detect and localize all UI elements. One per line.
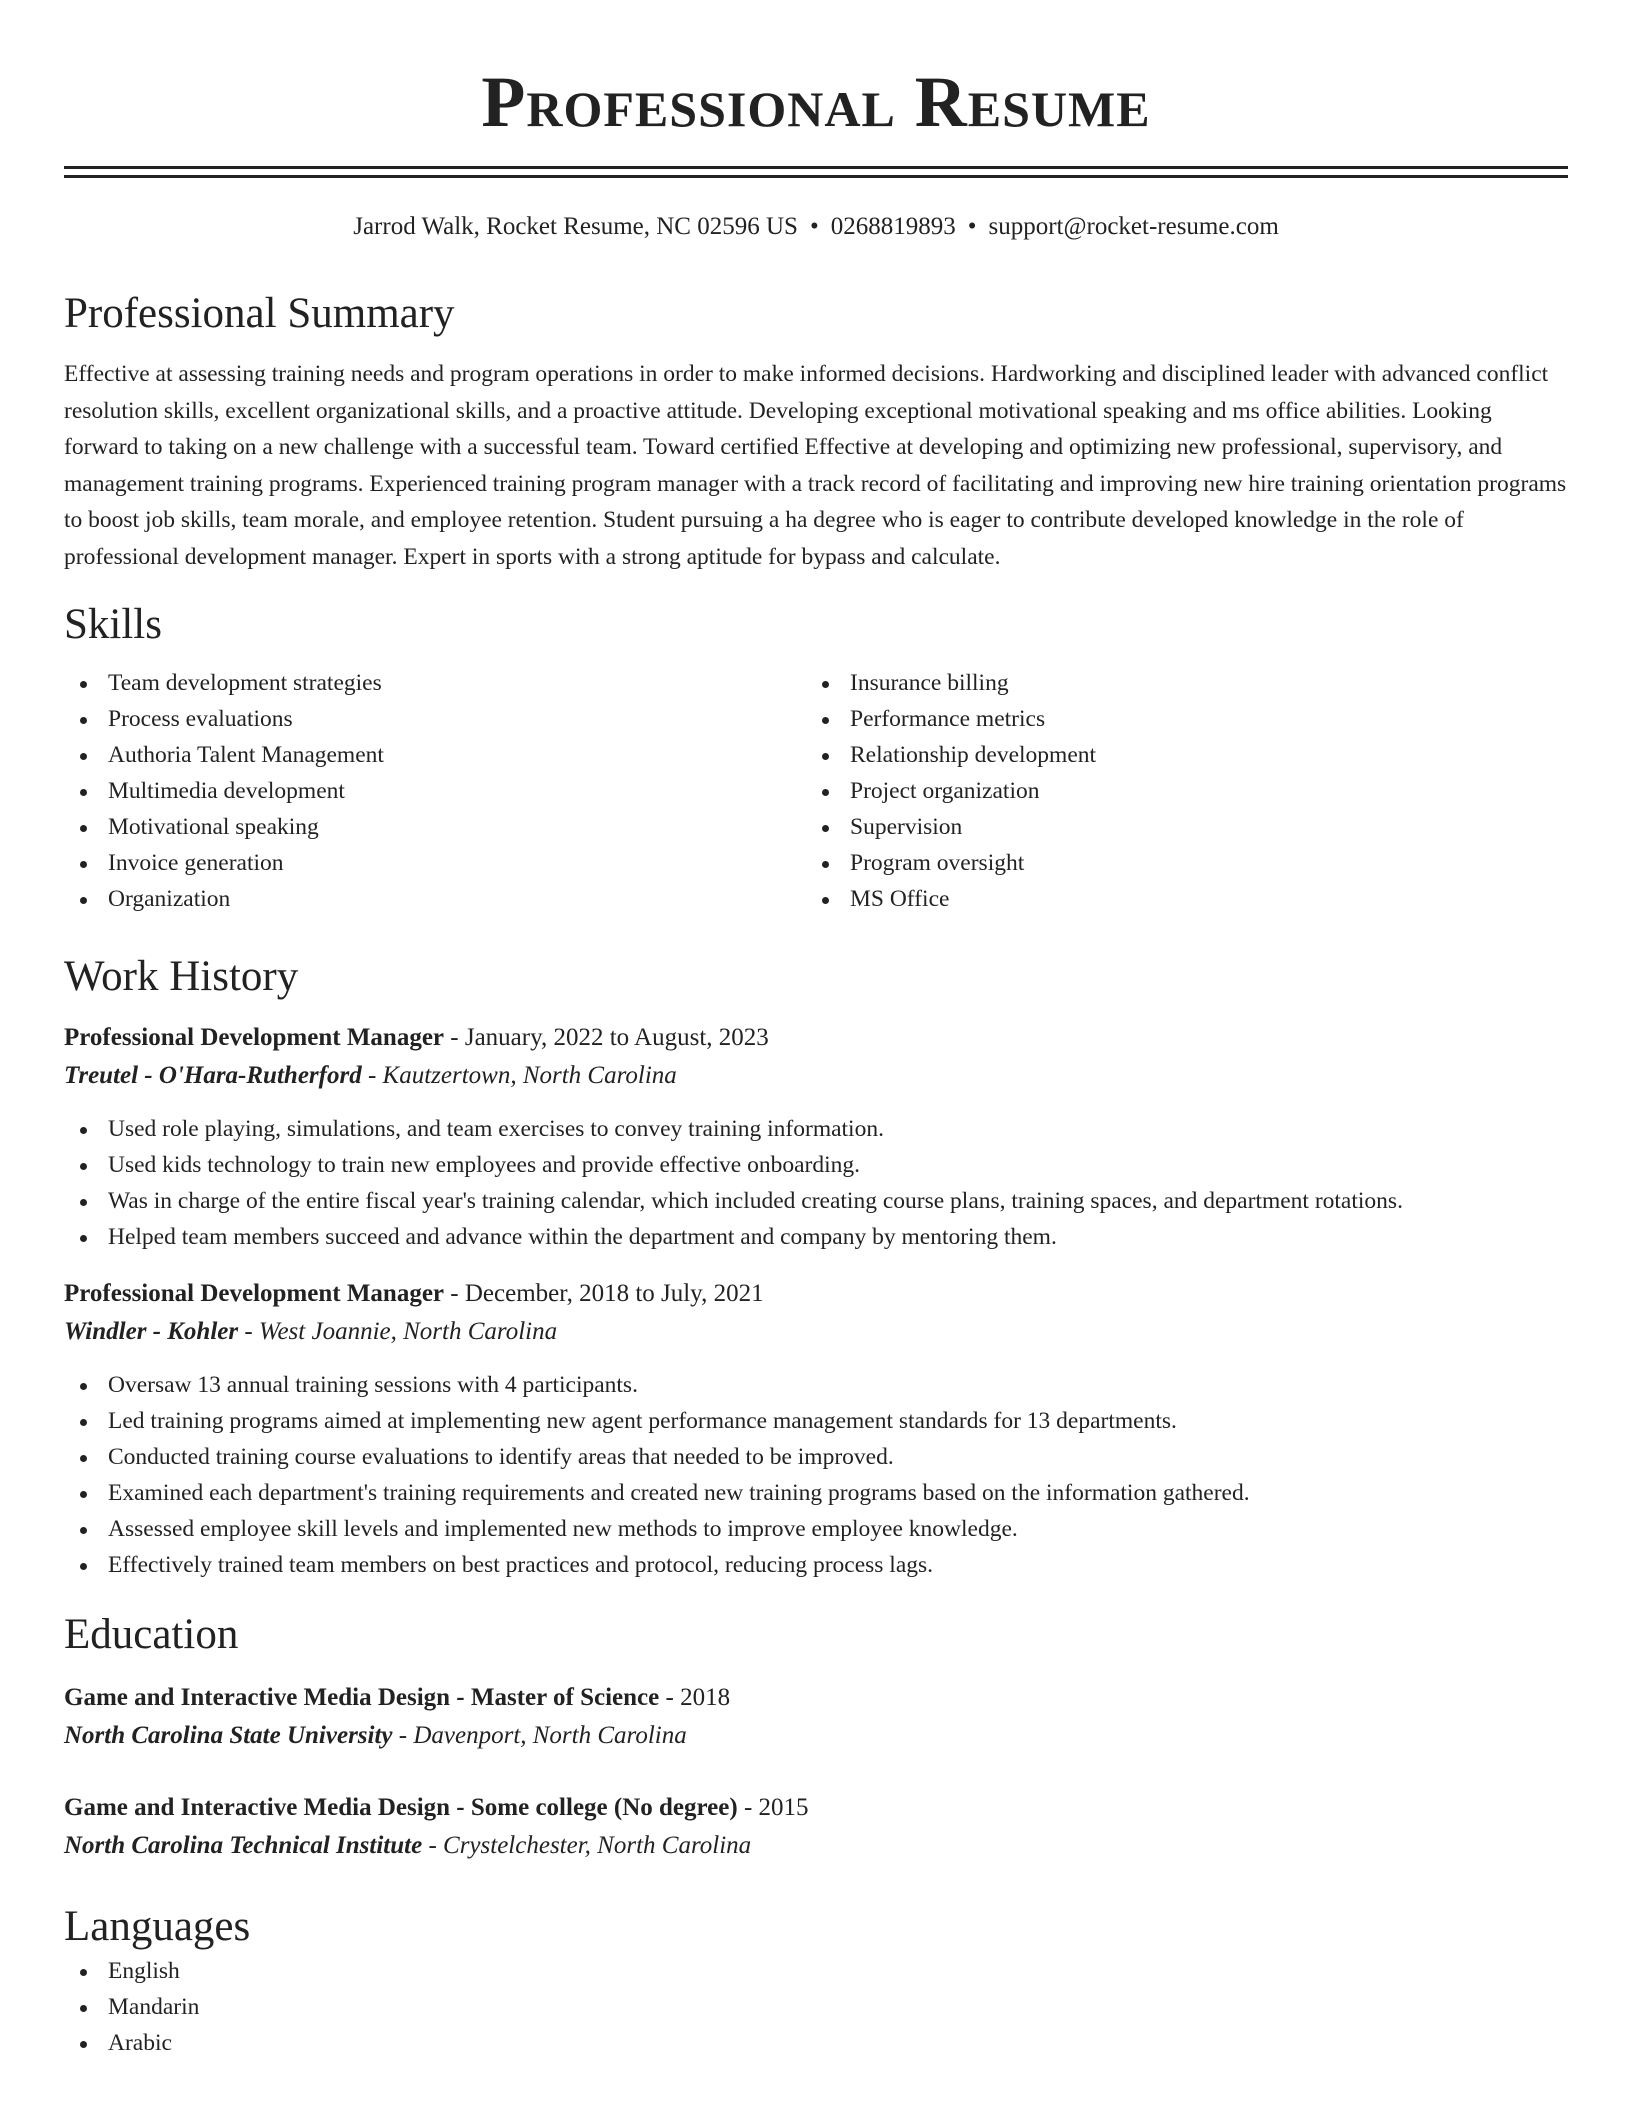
education-school: North Carolina Technical Institute bbox=[64, 1832, 423, 1859]
skill-item: Supervision bbox=[806, 809, 1548, 845]
job-duty-item: Used role playing, simulations, and team exercises to convey training information. bbox=[64, 1111, 1568, 1147]
education-degree-line bbox=[64, 1789, 1568, 1827]
skill-item: Authoria Talent Management bbox=[64, 737, 806, 773]
education-school-line bbox=[64, 1827, 1568, 1865]
summary-text: Effective at assessing training needs and program operations in order to make informed decisions. Hardworking and disciplined leader with advanced conflict resolution skills, excellent organizational skills, and a proactive attitude. Developing exceptional motivational speaking and ms office abilities. Looking forward to taking on a new challenge with a successful team. Toward certified Effective at developing and optimizing new professional, supervisory, and management training programs. Experienced training program manager with a track record of facilitating and improving new hire training orientation programs to boost job skills, team morale, and employee retention. Student pursuing a ha degree who is eager to contribute developed knowledge in the role of professional development manager. Expert in sports with a strong aptitude for bypass and calculate. bbox=[64, 361, 1567, 570]
skill-item: Performance metrics bbox=[806, 701, 1548, 737]
skill-item: Process evaluations bbox=[64, 701, 806, 737]
education-year: - 2015 bbox=[737, 1794, 809, 1821]
skills-column-right bbox=[806, 665, 1548, 917]
education-entry bbox=[64, 1789, 1568, 1865]
job-location: - West Joannie, North Carolina bbox=[238, 1318, 558, 1345]
job-duty-item: Examined each department's training requirements and created new training programs based on the information gathered. bbox=[64, 1475, 1568, 1511]
job-duty-item: Assessed employee skill levels and implemented new methods to improve employee knowledge. bbox=[64, 1511, 1568, 1547]
skills-list-left bbox=[64, 665, 806, 917]
job-entry bbox=[64, 1019, 1568, 1255]
education-degree-line bbox=[64, 1679, 1568, 1717]
education-entry bbox=[64, 1679, 1568, 1755]
job-duties-list bbox=[64, 1111, 1568, 1255]
education-location: - Crystelchester, North Carolina bbox=[422, 1832, 752, 1859]
skills-list-right bbox=[806, 665, 1548, 917]
education-school-line bbox=[64, 1717, 1568, 1755]
skill-item: Invoice generation bbox=[64, 845, 806, 881]
skills-heading: Skills bbox=[64, 601, 162, 648]
job-company: Treutel - O'Hara-Rutherford bbox=[64, 1062, 362, 1089]
skill-item: Team development strategies bbox=[64, 665, 806, 701]
job-entry bbox=[64, 1275, 1568, 1583]
job-duty-item: Oversaw 13 annual training sessions with 4 participants. bbox=[64, 1367, 1568, 1403]
job-duty-item: Was in charge of the entire fiscal year's training calendar, which included creating course plans, training spaces, and department rotations. bbox=[64, 1183, 1568, 1219]
skills-column-left bbox=[64, 665, 806, 917]
job-company: Windler - Kohler bbox=[64, 1318, 239, 1345]
contact-address: Jarrod Walk, Rocket Resume, NC 02596 US bbox=[353, 213, 798, 240]
job-title-line bbox=[64, 1275, 1568, 1313]
language-item: Arabic bbox=[64, 2025, 1568, 2061]
job-duty-item: Helped team members succeed and advance within the department and company by mentoring them. bbox=[64, 1219, 1568, 1255]
skill-item: Project organization bbox=[806, 773, 1548, 809]
job-title-line bbox=[64, 1019, 1568, 1057]
education-degree: Game and Interactive Media Design - Master of Science bbox=[64, 1684, 660, 1711]
job-title: Professional Development Manager bbox=[64, 1024, 445, 1051]
job-company-line bbox=[64, 1057, 1568, 1095]
skill-item: Organization bbox=[64, 881, 806, 917]
job-company-line bbox=[64, 1313, 1568, 1351]
contact-line bbox=[64, 212, 1568, 242]
job-duty-item: Conducted training course evaluations to identify areas that needed to be improved. bbox=[64, 1439, 1568, 1475]
title-divider bbox=[64, 166, 1568, 178]
contact-phone: 0268819893 bbox=[830, 213, 956, 240]
job-duty-item: Used kids technology to train new employees and provide effective onboarding. bbox=[64, 1147, 1568, 1183]
languages-heading: Languages bbox=[64, 1903, 251, 1950]
skills-grid bbox=[64, 665, 1568, 917]
work-history-heading: Work History bbox=[64, 953, 299, 1000]
job-duty-item: Led training programs aimed at implementing new agent performance management standards for 13 departments. bbox=[64, 1403, 1568, 1439]
job-title: Professional Development Manager bbox=[64, 1280, 445, 1307]
job-duty-item: Effectively trained team members on best practices and protocol, reducing process lags. bbox=[64, 1547, 1568, 1583]
education-location: - Davenport, North Carolina bbox=[392, 1722, 687, 1749]
skill-item: MS Office bbox=[806, 881, 1548, 917]
contact-separator: • bbox=[809, 213, 819, 240]
job-dates: - December, 2018 to July, 2021 bbox=[444, 1280, 764, 1307]
job-dates: - January, 2022 to August, 2023 bbox=[444, 1024, 769, 1051]
contact-email: support@rocket-resume.com bbox=[988, 213, 1279, 240]
skill-item: Motivational speaking bbox=[64, 809, 806, 845]
education-year: - 2018 bbox=[659, 1684, 731, 1711]
summary-heading: Professional Summary bbox=[64, 290, 455, 337]
job-duties-list bbox=[64, 1367, 1568, 1583]
education-degree: Game and Interactive Media Design - Some college (No degree) bbox=[64, 1794, 738, 1821]
skill-item: Multimedia development bbox=[64, 773, 806, 809]
skill-item: Program oversight bbox=[806, 845, 1548, 881]
skill-item: Relationship development bbox=[806, 737, 1548, 773]
skill-item: Insurance billing bbox=[806, 665, 1548, 701]
job-location: - Kautzertown, North Carolina bbox=[361, 1062, 677, 1089]
education-school: North Carolina State University bbox=[64, 1722, 393, 1749]
contact-separator: • bbox=[967, 213, 977, 240]
page-title: Professional Resume bbox=[481, 62, 1151, 142]
language-item: Mandarin bbox=[64, 1989, 1568, 2025]
education-heading: Education bbox=[64, 1611, 239, 1658]
language-item: English bbox=[64, 1953, 1568, 1989]
languages-list bbox=[64, 1953, 1568, 2061]
